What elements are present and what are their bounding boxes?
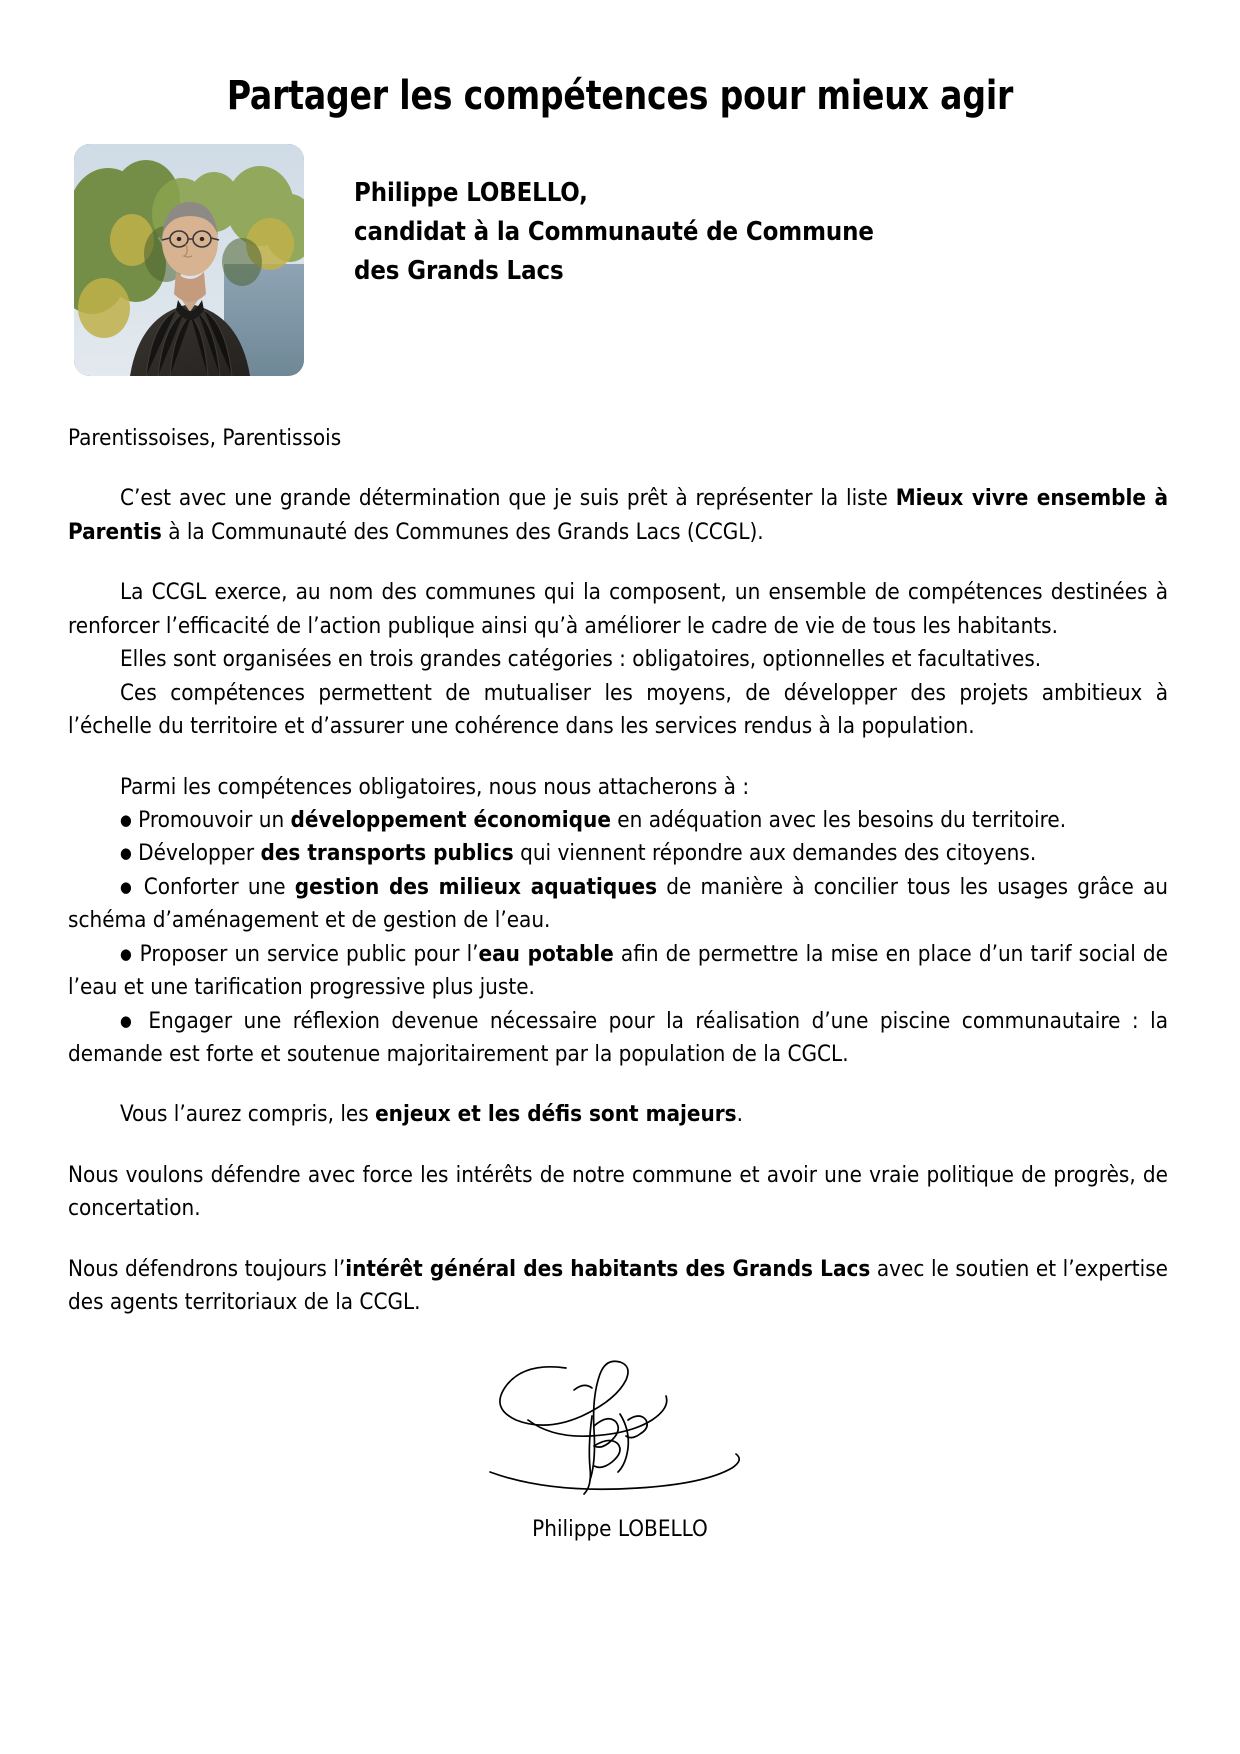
bullet-dot-icon: ●: [120, 1011, 137, 1030]
competences-list: [68, 771, 1168, 1072]
paragraph-stakes-after: .: [736, 1101, 743, 1128]
paragraph-categories: Elles sont organisées en trois grandes catégories : obligatoires, optionnelles et facultatives.: [120, 646, 1042, 673]
list-item-before: Développer: [138, 840, 261, 867]
bullet-dot-icon: ●: [120, 844, 132, 863]
list-item-emphasis: gestion des milieux aquatiques: [294, 873, 658, 900]
list-item-after: en adéquation avec les besoins du territoire.: [610, 806, 1067, 833]
list-item-emphasis: eau potable: [478, 940, 614, 967]
paragraph-intro-after: à la Communauté des Communes des Grands Lacs (CCGL).: [161, 518, 764, 545]
page-title: Partager les compétences pour mieux agir: [226, 73, 1014, 119]
list-item: [68, 938, 1168, 1005]
signature-printed-name: Philippe LOBELLO: [532, 1515, 708, 1542]
paragraph-stakes: [68, 1098, 1168, 1131]
list-item-after: afin de permettre la mise en place d’un tarif social de l’eau et une tarification progressive plus juste.: [68, 940, 1169, 1001]
bullet-dot-icon: ●: [120, 877, 135, 896]
list-item-before: Conforter une: [143, 873, 295, 900]
paragraph-intro: [68, 482, 1168, 549]
list-item: [68, 871, 1168, 938]
paragraph-general-interest: [68, 1253, 1168, 1320]
paragraph-intro-emphasis: Mieux vivre ensemble à Parentis: [68, 485, 1168, 545]
paragraph-commitment: Nous voulons défendre avec force les intérêts de notre commune et avoir une vraie politique de progrès, de concertation.: [68, 1161, 1168, 1222]
list-item-before: Engager une réflexion devenue nécessaire pour la réalisation d’une piscine communautaire : la demande est forte et soutenue majoritairement par la population de la CGCL.: [68, 1007, 1168, 1067]
list-item-before: Proposer un service public pour l’: [139, 940, 479, 967]
candidate-role-line-1: candidat à la Communauté de Commune: [354, 216, 874, 247]
bullets-intro: Parmi les compétences obligatoires, nous nous attacherons à :: [120, 773, 750, 800]
paragraph-intro-before: C’est avec une grande détermination que je suis prêt à représenter la liste: [120, 485, 896, 512]
paragraph-general-interest-emphasis: intérêt général des habitants des Grands Lacs: [345, 1255, 871, 1282]
candidate-identity: [354, 144, 874, 290]
paragraph-stakes-before: Vous l’aurez compris, les: [120, 1101, 376, 1128]
candidate-header: [0, 144, 1240, 376]
letter-body: [0, 422, 1240, 1320]
list-item-before: Promouvoir un: [138, 806, 291, 833]
paragraph-general-interest-after: avec le soutien et l’expertise des agents territoriaux de la CCGL.: [68, 1255, 1168, 1316]
bullet-dot-icon: ●: [120, 810, 132, 829]
list-item: [68, 804, 1168, 837]
list-item-after: qui viennent répondre aux demandes des citoyens.: [513, 840, 1037, 867]
paragraph-stakes-emphasis: enjeux et les défis sont majeurs: [375, 1101, 737, 1128]
list-item-after: de manière à concilier tous les usages grâce au schéma d’aménagement et de gestion de l’eau.: [68, 873, 1169, 934]
salutation: Parentissoises, Parentissois: [68, 425, 342, 451]
paragraph-ccgl-role: La CCGL exerce, au nom des communes qui la composent, un ensemble de compétences destinées à renforcer l’efficacité de l’action publique ainsi qu’à améliorer le cadre de vie de tous les habitants.: [68, 579, 1168, 639]
list-item: [68, 1005, 1168, 1072]
paragraph-mutualisation: Ces compétences permettent de mutualiser les moyens, de développer des projets ambitieux à l’échelle du territoire et d’assurer une cohérence dans les services rendus à la population.: [68, 679, 1168, 740]
bullet-dot-icon: ●: [120, 944, 133, 963]
candidate-role-line-2: des Grands Lacs: [354, 255, 564, 286]
handwritten-signature-icon: [470, 1354, 770, 1514]
portrait-photo: [74, 144, 304, 376]
signature-block: [0, 1354, 1240, 1564]
list-item: [68, 837, 1168, 870]
list-item-emphasis: des transports publics: [260, 840, 514, 867]
candidate-name: Philippe LOBELLO,: [354, 178, 588, 208]
list-item-emphasis: développement économique: [290, 806, 611, 833]
paragraph-general-interest-before: Nous défendrons toujours l’: [68, 1255, 346, 1282]
